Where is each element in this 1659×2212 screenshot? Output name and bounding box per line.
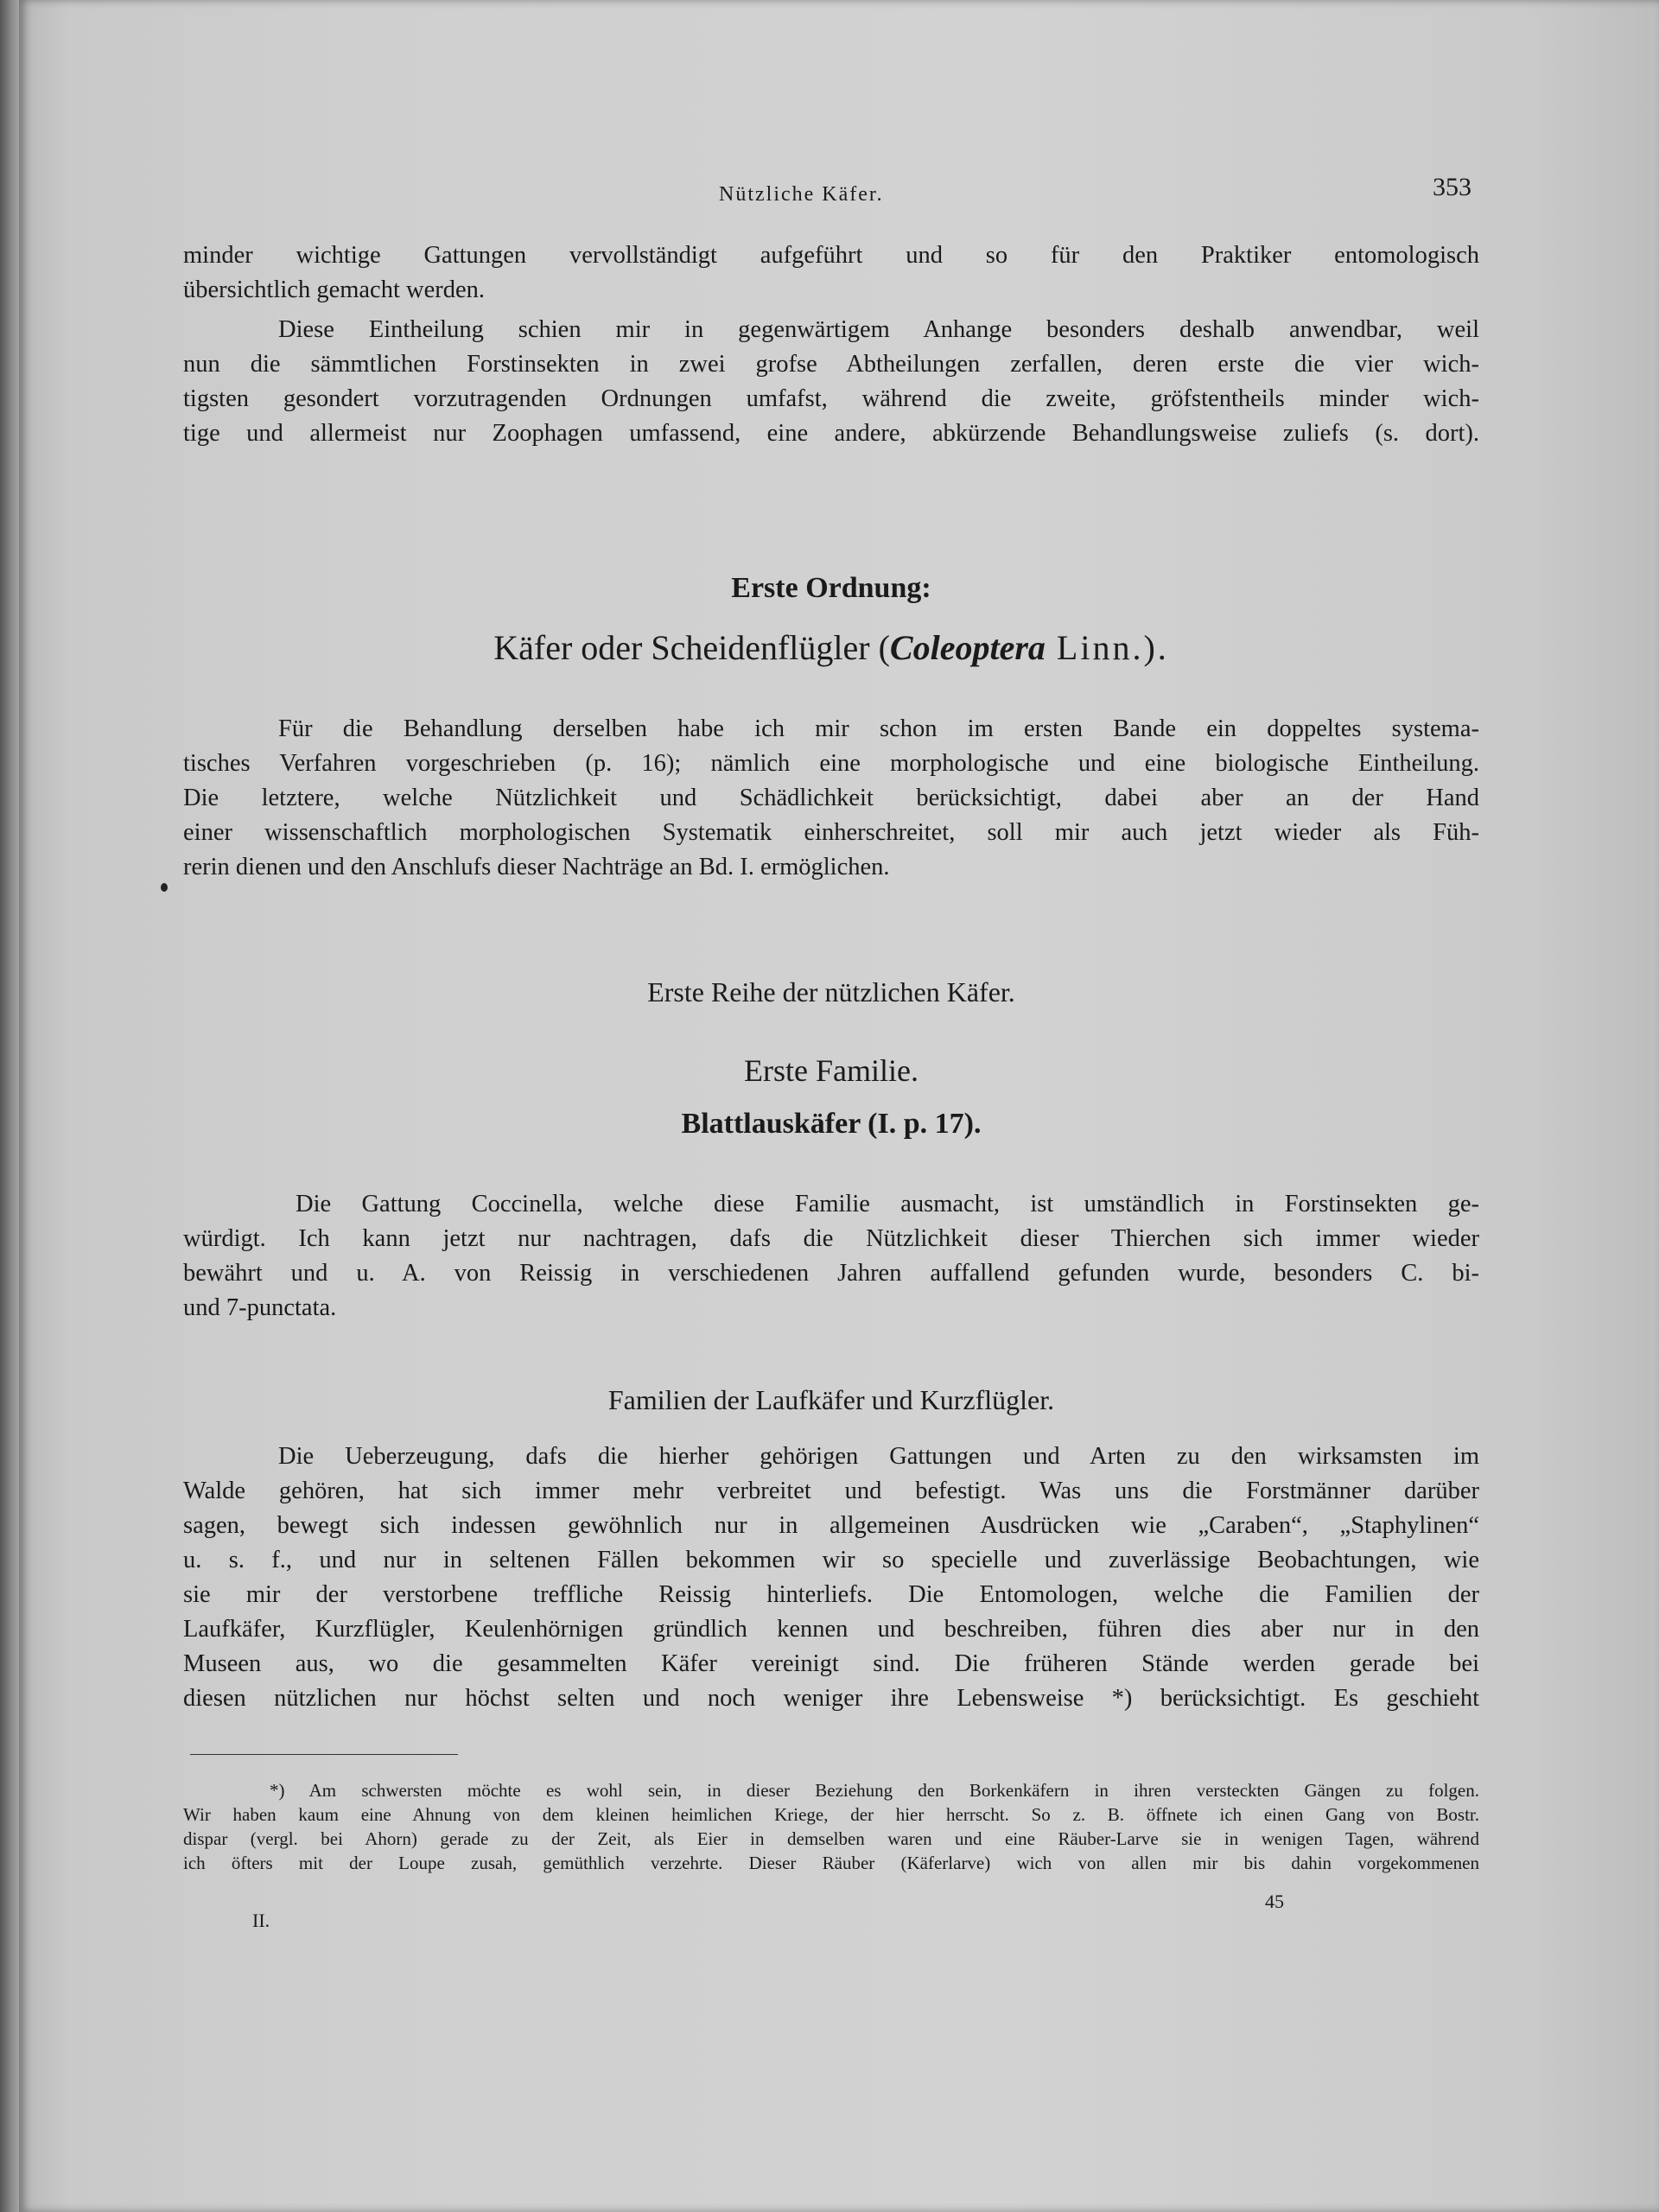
footnote [183, 1778, 1479, 1875]
order-paragraph [183, 712, 1479, 885]
text-line: Die Gattung Coccinella, welche diese Familie ausmacht, ist umständlich in Forstinsekten ge- [296, 1191, 1479, 1217]
text-line: Für die Behandlung derselben habe ich mir schon im ersten Bande ein doppeltes systema- [278, 715, 1479, 742]
text-line: Diese Eintheilung schien mir in gegenwärtigem Anhange besonders deshalb anwendbar, weil [278, 316, 1479, 343]
eintheilung-paragraph [183, 313, 1479, 451]
text-line: tisches Verfahren vorgeschrieben (p. 16); nämlich eine morphologische und eine biologische Eintheilung. [183, 750, 1479, 777]
sheet-signature: 45 [1265, 1891, 1284, 1912]
text-line: diesen nützlichen nur höchst selten und noch weniger ihre Lebensweise *) berücksichtigt. Es geschieht [183, 1685, 1479, 1712]
footnote-rule [190, 1754, 458, 1755]
text-line: nun die sämmtlichen Forstinsekten in zwei grofse Abtheilungen zerfallen, deren erste die vier wich- [183, 351, 1479, 378]
order-heading: Erste Ordnung: [731, 572, 931, 604]
text-line: u. s. f., und nur in seltenen Fällen bekommen wir so specielle und zuverlässige Beobachtungen, wie [183, 1547, 1479, 1573]
running-header-title: Nützliche Käfer. [719, 183, 884, 206]
ink-spot [161, 883, 168, 892]
text-line: Walde gehören, hat sich immer mehr verbreitet und befestigt. Was uns die Forstmänner darüber [183, 1478, 1479, 1504]
text-line: und 7-punctata. [183, 1294, 337, 1321]
intro-paragraph [183, 238, 1479, 308]
footnote-line: *) Am schwersten möchte es wohl sein, in dieser Beziehung den Borkenkäfern in ihren versteckten Gängen zu folgen. [270, 1780, 1479, 1801]
footnote-line: ich öfters mit der Loupe zusah, gemüthlich verzehrte. Dieser Räuber (Käferlarve) wich von allen mir bis dahin vorgekommenen [183, 1853, 1479, 1873]
footnote-line: dispar (vergl. bei Ahorn) gerade zu der Zeit, als Eier in demselben waren und eine Räuber-Larve sie in wenigen Tagen, während [183, 1828, 1479, 1849]
text-line: Die letztere, welche Nützlichkeit und Schädlichkeit berücksichtigt, dabei aber an der Hand [183, 785, 1479, 811]
text-line: Die Ueberzeugung, dafs die hierher gehörigen Gattungen und Arten zu den wirksamsten im [278, 1443, 1479, 1470]
order-subheading-text: Käfer oder Scheidenflügler ( [493, 628, 890, 667]
text-line: übersichtlich gemacht werden. [183, 276, 485, 303]
family-heading: Erste Familie. [744, 1053, 918, 1088]
order-latin-name: Coleoptera [889, 628, 1046, 667]
family-title: Blattlauskäfer (I. p. 17). [681, 1108, 982, 1140]
footnote-line: Wir haben kaum eine Ahnung von dem kleinen heimlichen Kriege, der hier herrscht. So z. B. öffnete ich einen Gang von Bostr. [183, 1804, 1479, 1825]
text-line: würdigt. Ich kann jetzt nur nachtragen, dafs die Nützlichkeit dieser Thierchen sich immer wieder [183, 1225, 1479, 1252]
volume-signature: II. [252, 1910, 270, 1931]
text-line: einer wissenschaftlich morphologischen Systematik einherschreitet, soll mir auch jetzt wieder als Füh- [183, 819, 1479, 846]
families-heading: Familien der Laufkäfer und Kurzflügler. [607, 1384, 1055, 1415]
page-number: 353 [1433, 173, 1471, 201]
text-line: sagen, bewegt sich indessen gewöhnlich nur in allgemeinen Ausdrücken wie „Caraben“, „Staphylinen“ [183, 1512, 1479, 1539]
text-line: bewährt und u. A. von Reissig in verschiedenen Jahren auffallend gefunden wurde, besonders C. bi- [183, 1260, 1479, 1287]
order-author: Linn.). [1045, 628, 1169, 667]
text-line: Laufkäfer, Kurzflügler, Keulenhörnigen gründlich kennen und beschreiben, führen dies aber nur in den [183, 1616, 1479, 1643]
families-paragraph [183, 1440, 1479, 1716]
text-line: rerin dienen und den Anschlufs dieser Nachträge an Bd. I. ermöglichen. [183, 854, 890, 880]
series-heading: Erste Reihe der nützlichen Käfer. [647, 976, 1015, 1007]
book-spine-shadow [0, 0, 19, 2212]
coccinella-paragraph [183, 1187, 1479, 1325]
text-line: tige und allermeist nur Zoophagen umfassend, eine andere, abkürzende Behandlungsweise zuliefs (s. dort). [183, 420, 1479, 447]
text-line: sie mir der verstorbene treffliche Reissig hinterliefs. Die Entomologen, welche die Familien der [183, 1581, 1479, 1608]
text-line: tigsten gesondert vorzutragenden Ordnungen umfafst, während die zweite, gröfstentheils minder wich- [183, 385, 1479, 412]
text-line: minder wichtige Gattungen vervollständigt aufgeführt und so für den Praktiker entomologisch [183, 242, 1479, 269]
book-page [19, 0, 1659, 2212]
order-subheading [183, 627, 1479, 668]
text-line: Museen aus, wo die gesammelten Käfer vereinigt sind. Die früheren Stände werden gerade bei [183, 1650, 1479, 1677]
